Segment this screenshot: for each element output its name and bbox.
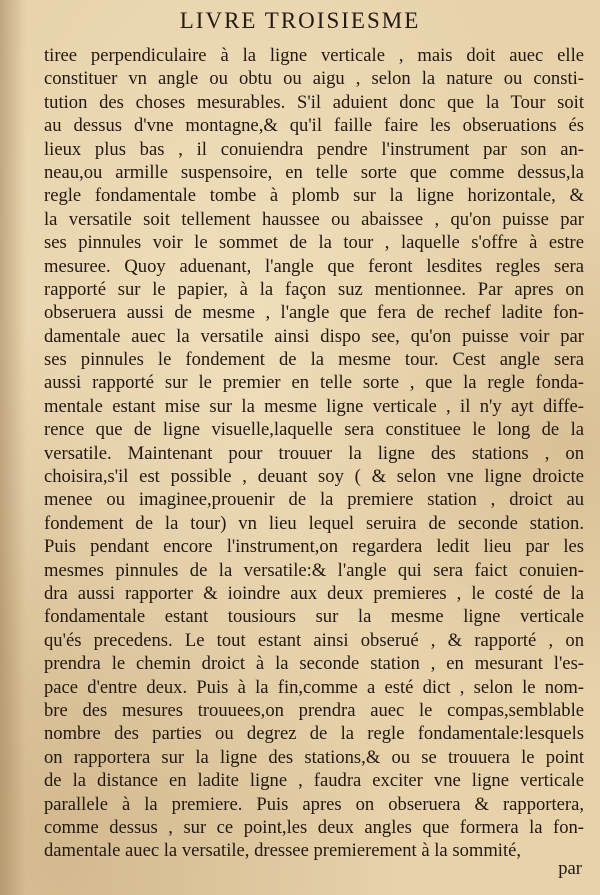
text-line: qu'és precedens. Le tout estant ainsi obserué , & rapporté , on — [44, 629, 584, 651]
text-line: dra aussi rapporter & ioindre aux deux premieres , le costé de la — [44, 582, 584, 604]
catchword: par — [558, 858, 582, 879]
text-line: Puis pendant encore l'instrument,on regardera ledit lieu par les — [44, 536, 584, 558]
text-line: fondement de la tour) vn lieu lequel seruira de seconde station. — [44, 512, 584, 534]
text-line: tution des choses mesurables. S'il aduient donc que la Tour soit — [44, 91, 584, 113]
text-line: nombre des parties ou degrez de la regle fondamentale:lesquels — [44, 723, 584, 745]
text-line: comme dessus , sur ce point,les deux angles que formera la fon- — [44, 816, 584, 838]
text-line: on rapportera sur la ligne des stations,& ou se trouuera le point — [44, 746, 584, 768]
text-line: tiree perpendiculaire à la ligne verticale , mais doit auec elle — [44, 45, 584, 66]
text-line: mesmes pinnules de la versatile:& l'angle qui sera faict conuien- — [44, 559, 584, 581]
text-line: bre des mesures trouuees,on prendra auec le compas,semblable — [44, 699, 584, 721]
text-line: ses pinnules le fondement de la mesme tour. Cest angle sera — [44, 349, 584, 371]
text-line: fondamentale estant tousiours sur la mesme ligne verticale — [44, 606, 584, 628]
text-line: au dessus d'vne montagne,& qu'il faille faire les obseruations és — [44, 115, 584, 137]
text-line: ses pinnules voir le sommet de la tour , laquelle s'offre à estre — [44, 232, 584, 254]
text-line: neau,ou armille suspensoire, en telle sorte que comme dessus,la — [44, 161, 584, 183]
text-line: rence que de ligne visuelle,laquelle sera constituee le long de la — [44, 419, 584, 441]
text-line: aussi rapporté sur le premier en telle sorte , que la regle fonda- — [44, 372, 584, 394]
text-line: regle fondamentale tombe à plomb sur la ligne horizontale, & — [44, 185, 584, 207]
text-line: la versatile soit tellement haussee ou abaissee , qu'on puisse par — [44, 208, 584, 230]
text-line: lieux plus bas , il conuiendra pendre l'instrument par son an- — [44, 138, 584, 160]
text-line: rapporté sur le papier, à la façon suz mentionnee. Par apres on — [44, 278, 584, 300]
text-line: mentale estant mise sur la mesme ligne verticale , il n'y ayt diffe- — [44, 395, 584, 417]
text-line: obseruera aussi de mesme , l'angle que fera de rechef ladite fon- — [44, 302, 584, 324]
text-line: versatile. Maintenant pour trouuer la ligne des stations , on — [44, 442, 584, 464]
text-line: damentale auec la versatile, dressee premierement à la sommité, — [44, 840, 522, 862]
body-text — [44, 44, 584, 863]
text-line: constituer vn angle ou obtu ou aigu , selon la nature ou consti- — [44, 68, 584, 90]
text-line: de la distance en ladite ligne , faudra exciter vne ligne verticale — [44, 770, 584, 792]
text-line: prendra le chemin droict à la seconde station , en mesurant l'es- — [44, 653, 584, 675]
text-line: pace d'entre deux. Puis à la fin,comme a esté dict , selon le nom- — [44, 676, 584, 698]
text-line: mesuree. Quoy aduenant, l'angle que feront lesdites regles sera — [44, 255, 584, 277]
running-head: LIVRE TROISIESME — [179, 8, 421, 33]
text-line: parallele à la premiere. Puis apres on obseruera & rapportera, — [44, 793, 584, 815]
text-line: damentale auec la versatile ainsi dispo see, qu'on puisse voir par — [44, 325, 584, 347]
text-line: choisira,s'il est possible , deuant soy ( & selon vne ligne droicte — [44, 466, 584, 488]
gutter-shadow — [0, 0, 26, 895]
text-line: menee ou imaginee,prouenir de la premiere station , droict au — [44, 489, 584, 511]
